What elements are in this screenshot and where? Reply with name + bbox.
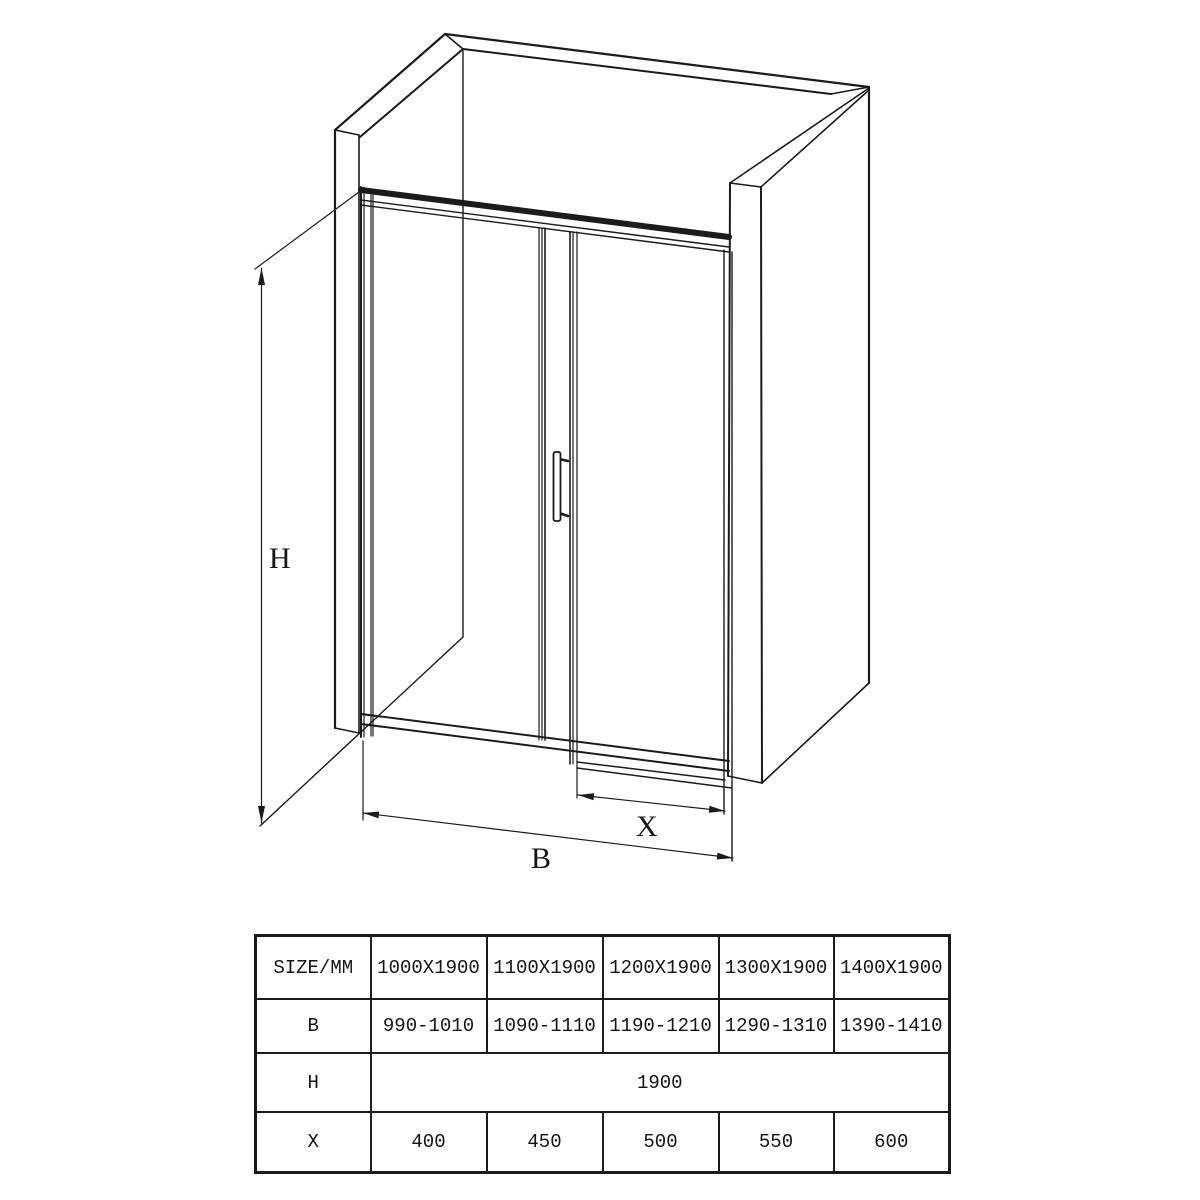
fixed-panel [539, 228, 545, 740]
table-cell: 500 [603, 1112, 719, 1173]
table-cell: 1090-1110 [487, 999, 603, 1053]
frame-inner-top-edge [463, 49, 831, 94]
size-table [254, 934, 951, 1174]
left-wall-bottom-edge [335, 728, 359, 733]
size-table-grid [254, 934, 951, 1174]
table-cell: 1000X1900 [371, 936, 487, 1000]
dimension-h-label: H [269, 542, 291, 575]
table-row-size [256, 936, 950, 1000]
right-wall [728, 87, 869, 783]
table-row-x [256, 1112, 950, 1173]
table-cell: 1400X1900 [834, 936, 950, 1000]
frame-outer-left-edge [335, 34, 445, 130]
dimension-b [363, 741, 733, 875]
table-cell: 550 [719, 1112, 834, 1173]
dimension-x [578, 793, 725, 843]
frame-inner-right-edge [831, 87, 869, 94]
dim-x-arrow-left [578, 793, 594, 800]
right-wall-top-front-edge [730, 183, 761, 187]
handle-bar [554, 452, 561, 521]
dimension-h [255, 189, 363, 823]
dim-b-arrow-left [363, 812, 379, 819]
table-cell: 1100X1900 [487, 936, 603, 1000]
table-cell: 450 [487, 1112, 603, 1173]
sliding-panel [570, 232, 732, 861]
ceiling-frame [335, 34, 869, 137]
row-header-size: SIZE/MM [256, 936, 371, 1000]
dim-h-arrow-up [258, 268, 265, 285]
right-wall-top-right-edge [761, 90, 869, 187]
table-row-b [256, 999, 950, 1053]
dim-x-arrow-right [709, 806, 725, 813]
table-cell-merged: 1900 [371, 1053, 950, 1112]
table-cell: 1390-1410 [834, 999, 950, 1053]
table-cell: 1190-1210 [603, 999, 719, 1053]
dim-h-extension-top [255, 189, 363, 269]
row-header-x: X [256, 1112, 371, 1173]
table-cell: 1290-1310 [719, 999, 834, 1053]
table-cell: 1300X1900 [719, 936, 834, 1000]
right-wall-top-left-edge [730, 88, 869, 183]
row-header-b: B [256, 999, 371, 1053]
right-wall-floor-edge [762, 683, 869, 783]
right-wall-bottom-front-edge [728, 776, 762, 783]
right-wall-front-left-edge [728, 183, 730, 776]
right-wall-front-right-edge [761, 187, 762, 783]
table-row-h [256, 1053, 950, 1112]
table-cell: 600 [834, 1112, 950, 1173]
left-wall-top-edge [335, 130, 359, 135]
table-cell: 1200X1900 [603, 936, 719, 1000]
table-cell: 400 [371, 1112, 487, 1173]
frame-outer-top-edge [445, 34, 869, 87]
dim-b-arrow-right [717, 853, 733, 860]
row-header-h: H [256, 1053, 371, 1112]
table-cell: 990-1010 [371, 999, 487, 1053]
dim-h-arrow-down [258, 806, 265, 823]
door-handle [554, 452, 569, 521]
dimension-b-label: B [531, 842, 552, 875]
dim-x-line [578, 795, 725, 811]
dimension-x-label: X [636, 810, 658, 843]
